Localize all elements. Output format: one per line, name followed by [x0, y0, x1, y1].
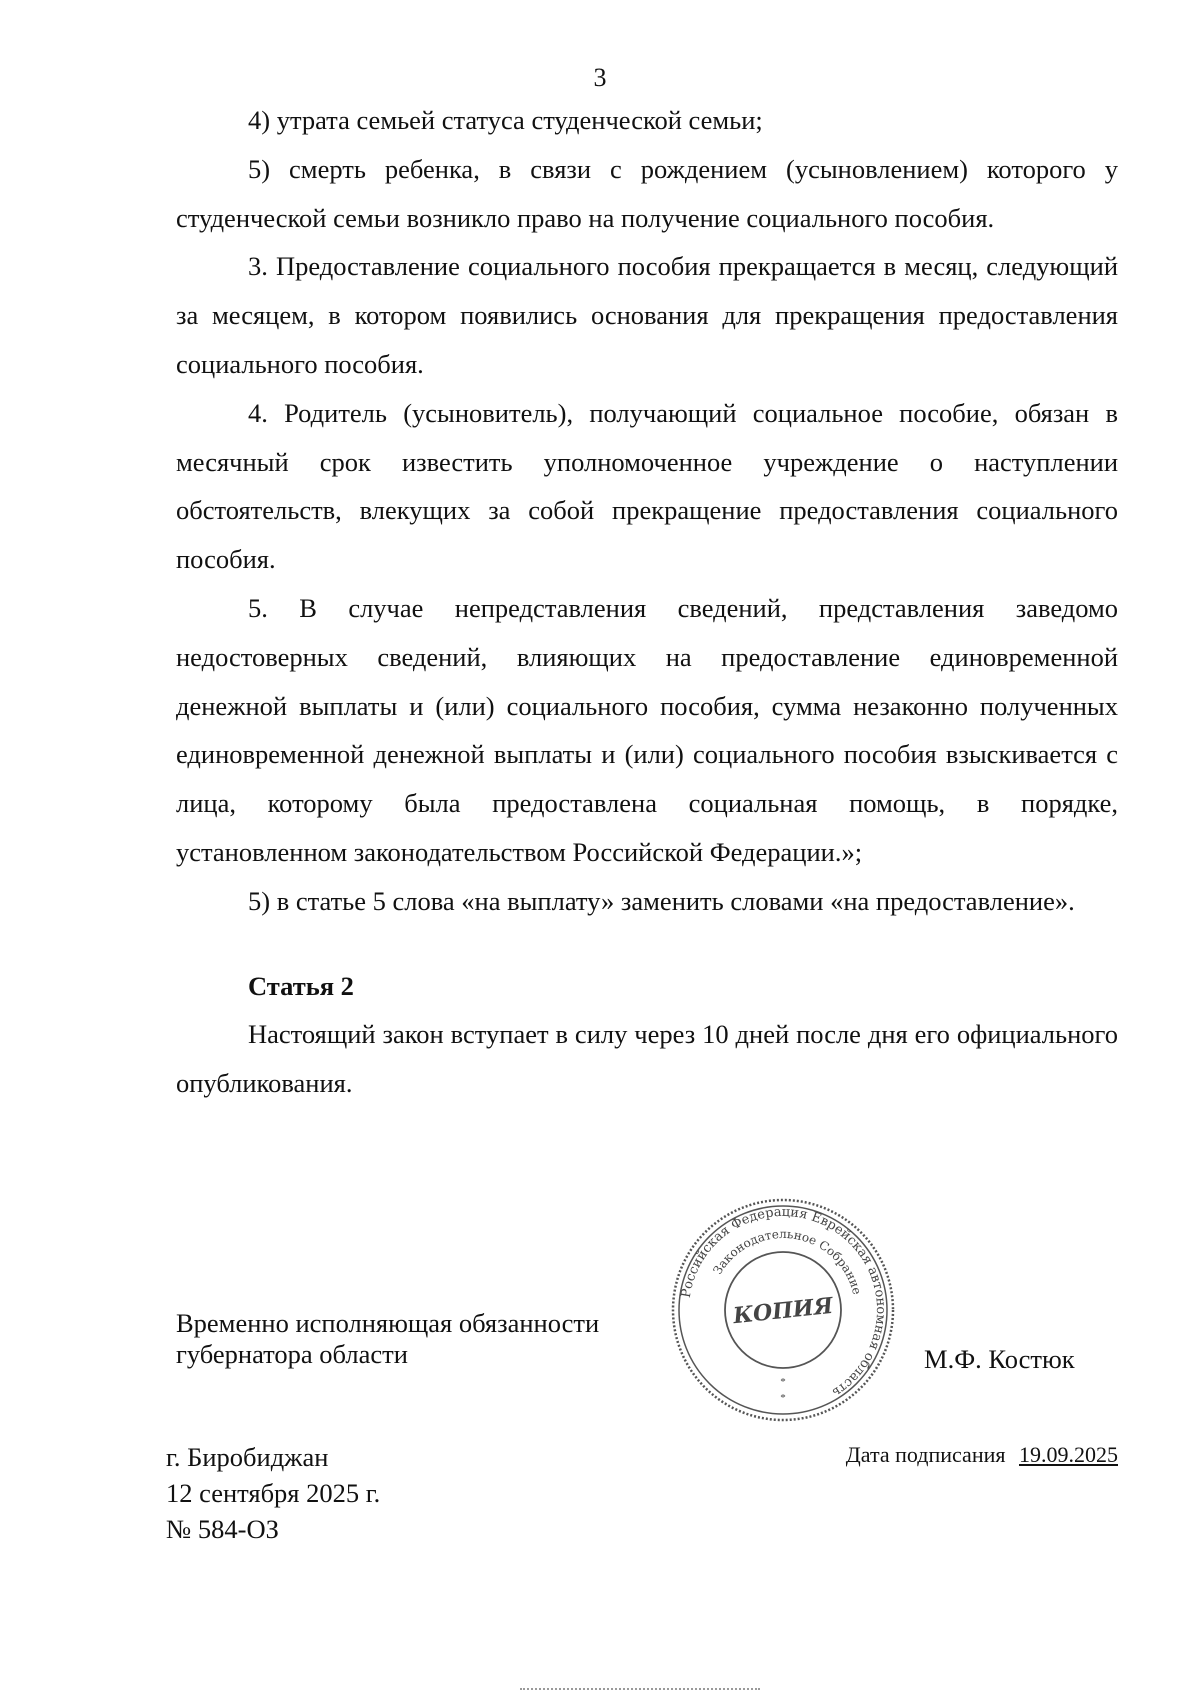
signing-date [846, 1440, 1118, 1470]
paragraph-amendment-5: 5) в статье 5 слова «на выплату» заменить словами «на предоставление». [248, 885, 1075, 916]
adoption-date: 12 сентября 2025 г. [166, 1478, 381, 1508]
seal-outer-text: Российская Федерация Еврейская автономная область [678, 1204, 889, 1400]
scan-artifact [520, 1688, 760, 1696]
paragraph-item-5: 5) смерть ребенка, в связи с рождением (усыновлением) которого у студенческой семьи возникло право на получение социального пособия. [176, 153, 1118, 233]
law-number: № 584-ОЗ [166, 1514, 279, 1544]
paragraph-point-5: 5. В случае непредставления сведений, представления заведомо недостоверных сведений, влияющих на предоставление единовременной денежной выплаты и (или) социального пособия, сумма незаконно полученных единовременной денежной выплаты и (или) социального пособия взыскивается с лица, которому была предоставлена социальная помощь, в порядке, установленном законодательством Российской Федерации.»; [176, 592, 1118, 867]
paragraph-point-3: 3. Предоставление социального пособия прекращается в месяц, следующий за месяцем, в котором появились основания для прекращения предоставления социального пособия. [176, 251, 1118, 379]
signatory-name: М.Ф. Костюк [924, 1344, 1075, 1374]
city: г. Биробиджан [166, 1442, 329, 1472]
paragraph-point-4: 4. Родитель (усыновитель), получающий социальное пособие, обязан в месячный срок известить уполномоченное учреждение о наступлении обстоятельств, влекущих за собой прекращение предоставления социального пособия. [176, 397, 1118, 575]
signing-date-label: Дата подписания [845, 1442, 1006, 1467]
paragraph-item-4: 4) утрата семьей статуса студенческой семьи; [248, 105, 763, 135]
signing-date-value: 19.09.2025 [1019, 1442, 1118, 1467]
place-and-date [166, 1439, 380, 1547]
article-title: Статья 2 [248, 970, 354, 1001]
signatory-position-line2: губернатора области [176, 1339, 408, 1369]
signatory-position [176, 1308, 599, 1370]
seal-center-text: КОПИЯ [731, 1292, 835, 1330]
signatory-position-line1: Временно исполняющая обязанности [176, 1308, 600, 1338]
seal-star-icon: * [780, 1376, 786, 1388]
document-body [176, 96, 1118, 1108]
official-seal [668, 1195, 898, 1425]
page-number: 3 [593, 63, 607, 92]
seal-inner-text: Законодательное Собрание [710, 1226, 865, 1297]
seal-star-icon: * [780, 1392, 786, 1404]
article-text: Настоящий закон вступает в силу через 10 дней после дня его официального опубликования. [176, 1019, 1118, 1099]
